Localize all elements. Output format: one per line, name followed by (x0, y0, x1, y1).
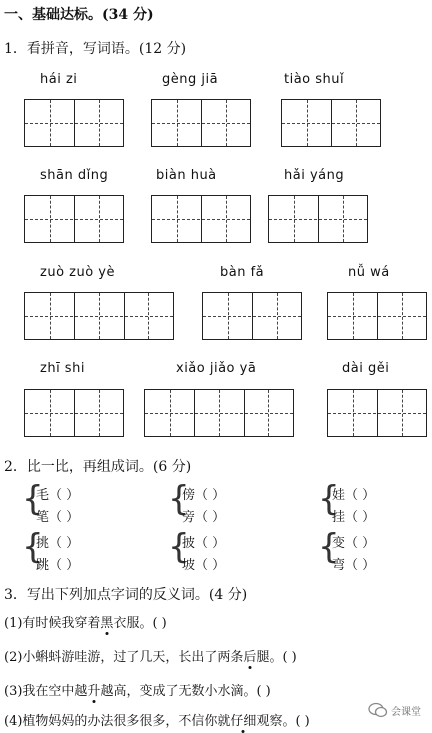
compare-item[interactable]: 傍（ ） (182, 488, 226, 503)
writing-grid[interactable] (24, 195, 124, 243)
compare-item[interactable]: 跳（ ） (36, 558, 80, 573)
writing-grid[interactable] (327, 292, 427, 340)
brace-icon: { (168, 527, 190, 567)
writing-grid[interactable] (151, 195, 251, 243)
pinyin-haizi: hái zi (40, 72, 78, 87)
brace-icon: { (318, 527, 340, 567)
antonym-line: (1)有时候我穿着黑衣服。( ) (4, 616, 167, 631)
writing-grid[interactable] (281, 99, 381, 147)
antonym-line: (2)小蝌蚪游哇游，过了几天，长出了两条后腿。( ) (4, 650, 297, 665)
pinyin-shanding: shān dǐng (40, 168, 109, 183)
pinyin-zuozuoye: zuò zuò yè (40, 265, 115, 280)
question-1-title: 1．看拼音，写词语。(12 分) (4, 41, 187, 57)
compare-item[interactable]: 弯（ ） (332, 558, 376, 573)
compare-item[interactable]: 披（ ） (182, 536, 226, 551)
pinyin-zhishi: zhī shi (40, 361, 85, 376)
pinyin-bianhua: biàn huà (156, 168, 217, 183)
writing-grid[interactable] (327, 389, 427, 437)
section-title: 一、基础达标。(34 分) (4, 7, 154, 23)
question-3-title: 3．写出下列加点字词的反义词。(4 分) (4, 587, 248, 603)
brace-icon: { (22, 527, 44, 567)
writing-grid[interactable] (151, 99, 251, 147)
compare-item[interactable]: 挑（ ） (36, 536, 80, 551)
writing-grid[interactable] (24, 99, 124, 147)
compare-item[interactable]: 变（ ） (332, 536, 376, 551)
brace-icon: { (168, 479, 190, 519)
pinyin-nvwa: nǚ wá (348, 265, 390, 280)
pinyin-xiaojiaoya: xiǎo jiǎo yā (176, 361, 257, 376)
antonym-line: (3)我在空中越升越高，变成了无数小水滴。( ) (4, 684, 271, 699)
watermark-text: 会课堂 (391, 706, 421, 718)
pinyin-tiaoshui: tiào shuǐ (284, 72, 345, 87)
dotted-word: 仔细 (230, 714, 257, 729)
compare-item[interactable]: 挂（ ） (332, 510, 376, 525)
pinyin-banfa: bàn fǎ (220, 265, 265, 280)
question-2-title: 2．比一比，再组成词。(6 分) (4, 459, 192, 475)
dotted-word: 黑 (100, 616, 114, 631)
compare-item[interactable]: 娃（ ） (332, 488, 376, 503)
antonym-line: (4)植物妈妈的办法很多很多，不信你就仔细观察。( ) (4, 714, 310, 729)
writing-grid[interactable] (202, 292, 302, 340)
compare-item[interactable]: 毛（ ） (36, 488, 80, 503)
brace-icon: { (318, 479, 340, 519)
writing-grid[interactable] (24, 389, 124, 437)
compare-item[interactable]: 坡（ ） (182, 558, 226, 573)
brace-icon: { (22, 479, 44, 519)
pinyin-daigei: dài gěi (342, 361, 390, 376)
writing-grid[interactable] (24, 292, 174, 340)
dotted-word: 后 (243, 650, 257, 665)
watermark-logo (368, 702, 421, 718)
pinyin-gengjia: gèng jiā (162, 72, 219, 87)
pinyin-haiyang: hǎi yáng (284, 168, 345, 183)
writing-grid[interactable] (144, 389, 294, 437)
dotted-word: 升 (87, 684, 101, 699)
compare-item[interactable]: 旁（ ） (182, 510, 226, 525)
compare-item[interactable]: 笔（ ） (36, 510, 80, 525)
writing-grid[interactable] (268, 195, 368, 243)
wechat-icon (368, 702, 388, 718)
